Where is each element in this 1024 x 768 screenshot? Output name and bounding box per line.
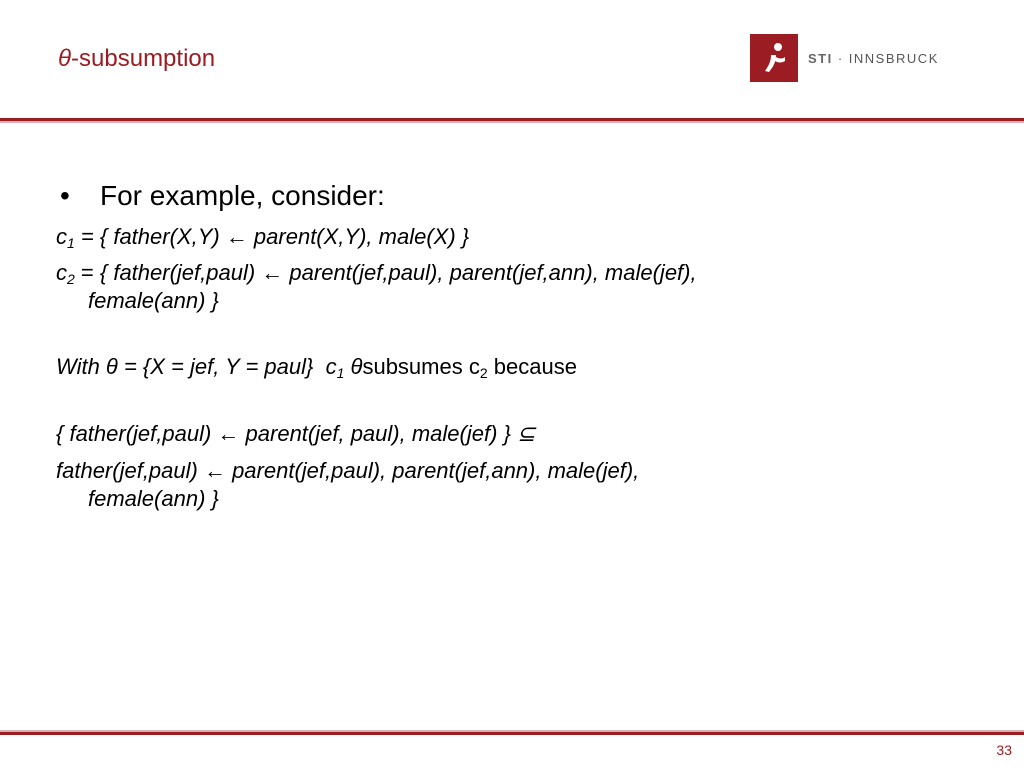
clause-c2: $c_2$ = { father(jef,paul) ← parent(jef,paul), parent(jef,ann), male(jef),	[56, 260, 697, 287]
slide-body	[60, 180, 385, 212]
substitution-statement: With θ = {X = jef, Y = paul} $c_1$ θsubsumes $c_2$ because	[56, 354, 577, 381]
footer-divider	[0, 732, 1024, 735]
sti-logo-icon	[750, 34, 798, 82]
header-divider	[0, 118, 1024, 121]
subset-line-2: father(jef,paul) ← parent(jef,paul), parent(jef,ann), male(jef),	[56, 458, 640, 483]
bullet-symbol: •	[60, 180, 70, 211]
subset-line-3: female(ann) }	[88, 486, 219, 511]
page-number: 33	[996, 742, 1012, 758]
bullet-item	[60, 180, 385, 212]
title-theta: θ	[58, 45, 72, 72]
sti-logo-text: STI · INNSBRUCK	[808, 50, 939, 66]
sti-logo	[750, 34, 939, 82]
bullet-text: For example, consider:	[100, 180, 385, 211]
clause-c2-continuation: female(ann) }	[88, 288, 219, 313]
clause-c1: $c_1$ = { father(X,Y) ← parent(X,Y), male(X) }	[56, 224, 470, 251]
subset-line-1: { father(jef,paul) ← parent(jef, paul), male(jef) } ⊆	[56, 421, 536, 446]
title-text: -subsumption	[71, 45, 216, 72]
slide-title	[58, 45, 215, 73]
